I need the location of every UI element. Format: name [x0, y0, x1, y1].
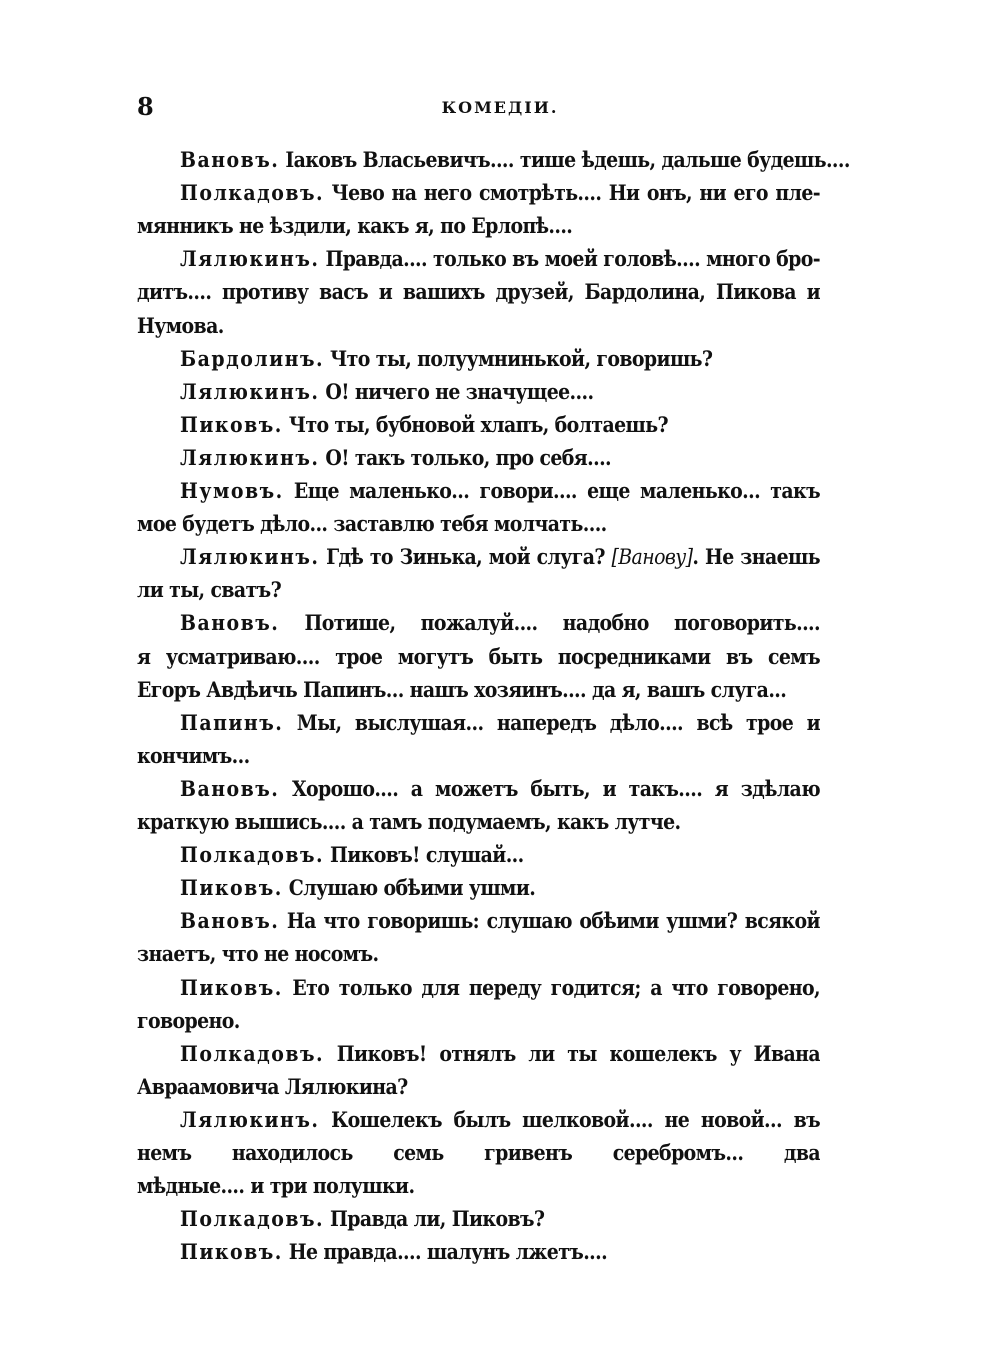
- dialogue-text: ли ты, сватъ?: [137, 577, 282, 603]
- dialogue-line-first: [180, 542, 820, 572]
- dialogue-text: . Не знаешь: [692, 544, 820, 570]
- dialogue-text: Правда ли, Пиковъ?: [330, 1206, 545, 1232]
- dialogue-line-first: [180, 873, 820, 903]
- dialogue-text: Что ты, полуумнинькой, говоришь?: [330, 345, 713, 371]
- dialogue-text: О! такъ только, про себя....: [325, 444, 612, 470]
- dialogue-text: дитъ.... противу васъ и вашихъ друзей, Бардолина, Пикова и: [137, 279, 820, 305]
- speaker-name: Нумовъ.: [180, 478, 284, 503]
- dialogue-line: [137, 1006, 820, 1036]
- speaker-name: Пиковъ.: [180, 875, 283, 901]
- speaker-name: Пиковъ.: [180, 1239, 283, 1265]
- dialogue-line-first: [180, 708, 820, 738]
- dialogue-text: говорено.: [137, 1007, 240, 1033]
- speaker-name: Вановъ.: [180, 775, 280, 801]
- dialogue-text: Пиковъ! отнялъ ли ты кошелекъ у Ивана: [336, 1040, 820, 1066]
- speaker-name: Папинъ.: [180, 709, 284, 735]
- speaker-name: Полкадовъ.: [180, 1040, 325, 1066]
- dialogue-text: я усматриваю.... трое могутъ быть посредниками въ семъ: [137, 643, 820, 669]
- speaker-name: Полкадовъ.: [180, 842, 325, 868]
- dialogue-text: Правда.... только въ моей головѣ.... много бро-: [325, 246, 820, 272]
- dialogue-text: Нумова.: [137, 312, 224, 338]
- dialogue-text: На что говоришь: слушаю обѣими ушми? всякой: [286, 908, 820, 934]
- dialogue-line-first: [180, 443, 820, 473]
- dialogue-line: [137, 211, 820, 241]
- dialogue-text: кончимъ...: [137, 742, 250, 768]
- dialogue-text: Чево на него смотрѣть.... Ни онъ, ни его пле-: [331, 180, 820, 206]
- dialogue-text: Потише, пожалуй.... надобно поговорить....: [304, 610, 820, 636]
- dialogue-line-first: [180, 178, 820, 208]
- dialogue-text: Не правда.... шалунъ лжетъ....: [288, 1239, 608, 1265]
- speaker-name: Вановъ.: [180, 908, 280, 934]
- dialogue-text: Что ты, бубновой хлапъ, болтаешь?: [288, 411, 668, 437]
- dialogue-text: Хорошо.... а можетъ быть, и такъ.... я здѣлаю: [291, 775, 820, 801]
- dialogue-text: Еще маленько... говори.... еще маленько... такъ: [293, 478, 820, 503]
- dialogue-line: [137, 1072, 820, 1102]
- dialogue-text: О! ничего не значущее....: [325, 378, 594, 404]
- dialogue-line: [137, 741, 820, 771]
- dialogue-line-first: [180, 476, 820, 506]
- speaker-name: Вановъ.: [180, 147, 280, 172]
- dialogue-line-first: [180, 1204, 820, 1234]
- dialogue-line-first: [180, 774, 820, 804]
- dialogue-line-first: [180, 344, 820, 374]
- dialogue-line: [137, 311, 820, 341]
- speaker-name: Лялюкинъ.: [180, 444, 320, 470]
- dialogue-text: Авраамовича Лялюкина?: [137, 1073, 408, 1099]
- dialogue-line-first: [180, 145, 850, 175]
- dialogue-line-first: [180, 973, 820, 1003]
- dialogue-line: [137, 277, 820, 307]
- speaker-name: Бардолинъ.: [180, 345, 325, 371]
- dialogue-line-first: [180, 410, 820, 440]
- dialogue-text: Іаковъ Власьевичъ.... тише ѣдешь, дальше будешь....: [285, 147, 850, 172]
- dialogue-text: Слушаю обѣими ушми.: [288, 875, 536, 901]
- dialogue-line-first: [180, 840, 820, 870]
- dialogue-line: [137, 675, 820, 705]
- dialogue-text: мое будетъ дѣло... заставлю тебя молчать....: [137, 511, 607, 537]
- dialogue-text: Ето только для переду годится; а что говорено,: [292, 974, 820, 1000]
- speaker-name: Вановъ.: [180, 610, 280, 636]
- speaker-name: Лялюкинъ.: [180, 378, 320, 404]
- dialogue-text: немъ находилось семь гривенъ серебромъ... два: [137, 1140, 820, 1165]
- dialogue-line-first: [180, 608, 820, 638]
- dialogue-text: Егоръ Авдѣичь Папинъ... нашъ хозяинъ.... да я, вашъ слуга...: [137, 676, 787, 702]
- dialogue-text: Гдѣ то Зинька, мой слуга?: [326, 544, 612, 570]
- dialogue-text: Кошелекъ былъ шелковой.... не новой... въ: [331, 1106, 820, 1132]
- stage-direction: [Ванову]: [611, 545, 693, 570]
- dialogue-line: [137, 509, 820, 539]
- dialogue-line-first: [180, 244, 820, 274]
- speaker-name: Полкадовъ.: [180, 180, 325, 206]
- dialogue-text: Пиковъ! слушай...: [330, 842, 524, 868]
- dialogue-line: [137, 575, 820, 605]
- dialogue-line: [137, 1171, 820, 1201]
- dialogue-line: [137, 1138, 820, 1168]
- speaker-name: Лялюкинъ.: [180, 1106, 320, 1132]
- speaker-name: Лялюкинъ.: [180, 544, 320, 570]
- dialogue-line-first: [180, 1039, 820, 1069]
- dialogue-text: мѣдные.... и три полушки.: [137, 1173, 415, 1199]
- speaker-name: Пиковъ.: [180, 974, 283, 1000]
- dialogue-text: знаетъ, что не носомъ.: [137, 941, 379, 967]
- dialogue-line-first: [180, 1105, 820, 1135]
- dialogue-text: Мы, выслушая... напередъ дѣло.... всѣ трое и: [296, 709, 820, 735]
- dialogue-text: мянникъ не ѣздили, какъ я, по Ерлопѣ....: [137, 213, 573, 239]
- dialogue-line: [137, 642, 820, 672]
- running-title: КОМЕДІИ.: [441, 98, 559, 117]
- page-number: 8: [137, 92, 154, 121]
- dialogue-text: краткую вышись.... а тамъ подумаемъ, какъ лутче.: [137, 809, 681, 834]
- dialogue-line: [137, 807, 820, 837]
- speaker-name: Пиковъ.: [180, 411, 283, 437]
- speaker-name: Лялюкинъ.: [180, 246, 320, 272]
- dialogue-line-first: [180, 1237, 820, 1267]
- speaker-name: Полкадовъ.: [180, 1206, 325, 1232]
- dialogue-line: [137, 939, 820, 969]
- dialogue-line-first: [180, 377, 820, 407]
- dialogue-line-first: [180, 906, 820, 936]
